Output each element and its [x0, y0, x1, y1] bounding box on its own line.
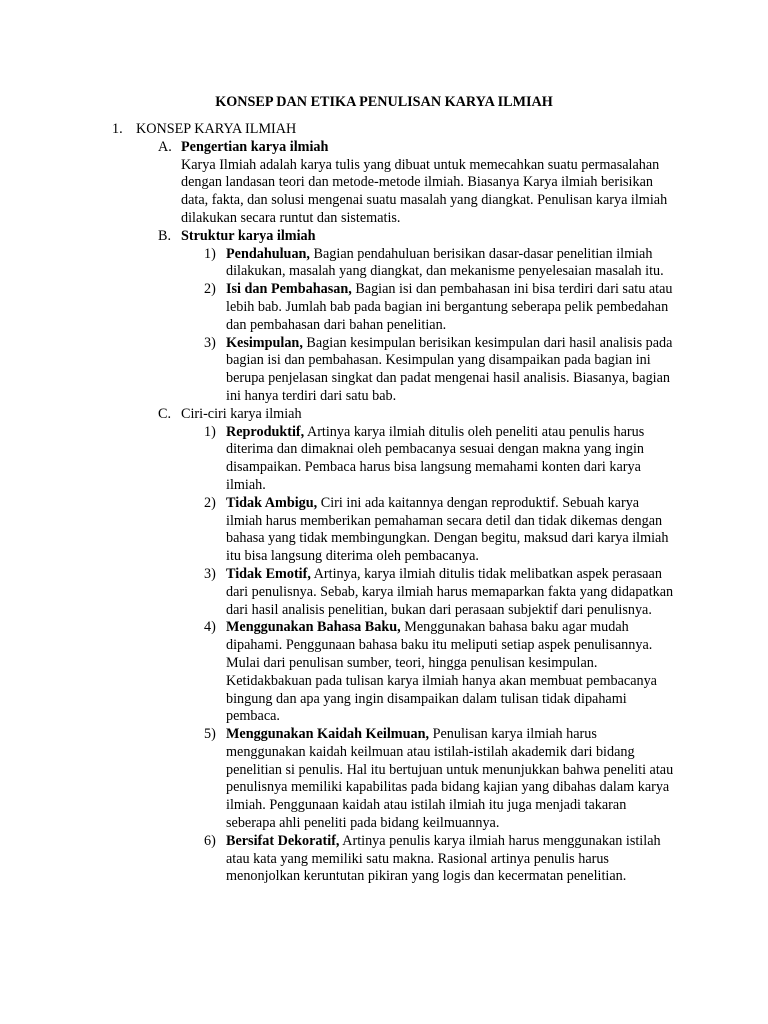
- list-text: Bagian pendahuluan berisikan dasar-dasar penelitian ilmiah dilakukan, masalah yang diangkat, dan mekanisme penyelesaian masalah itu.: [226, 245, 664, 280]
- list-number: 3): [204, 334, 216, 351]
- section-heading: [0, 121, 768, 139]
- list-text: Ciri ini ada kaitannya dengan reproduktif. Sebuah karya ilmiah harus memberikan pemahaman secara detil dan tidak dikemas dengan bahasa yang tidak membingungkan. Dengan begitu, maksud dari karya ilmiah itu bisa langsung diterima oleh pembacanya.: [226, 494, 669, 565]
- subsection-title: Ciri-ciri karya ilmiah: [181, 405, 302, 422]
- list-number: 5): [204, 726, 216, 743]
- subsection-title: Pengertian karya ilmiah: [181, 138, 329, 155]
- list-text: Artinya, karya ilmiah ditulis tidak melibatkan aspek perasaan dari penulisnya. Sebab, karya ilmiah harus memaparkan fakta yang didapatkan dari hasil analisis penelitian, bukan dari perasaan subjektif dari penulisnya.: [226, 565, 674, 618]
- list-item: [0, 833, 768, 886]
- list-text: Bagian kesimpulan berisikan kesimpulan dari hasil analisis pada bagian isi dan pembahasan. Kesimpulan yang disampaikan pada bagian ini berupa penjelasan singkat dan padat mengenai hasil analisis. Biasanya, bagian ini hanya terdiri dari satu bab.: [226, 334, 673, 404]
- list-term: Kesimpulan,: [226, 334, 303, 351]
- list-text: Artinya penulis karya ilmiah harus menggunakan istilah atau kata yang memiliki satu makna. Rasional artinya penulis harus menonjolkan keruntutan pikiran yang logis dan kecermatan penelitian.: [226, 832, 661, 885]
- document-title: KONSEP DAN ETIKA PENULISAN KARYA ILMIAH: [215, 94, 553, 110]
- subsection-letter: C.: [158, 405, 172, 422]
- list-number: 2): [204, 281, 216, 298]
- list-item: [0, 566, 768, 619]
- section-number: 1.: [112, 121, 123, 137]
- list-text: Menggunakan bahasa baku agar mudah dipahami. Penggunaan bahasa baku itu meliputi setiap aspek penulisannya. Mulai dari penulisan sumber, teori, hingga penulisan kesimpulan. Ketidakbakuan pada tulisan karya ilmiah hanya akan membuat pembacanya bingung dan apa yang ingin disampaikan dalam tulisan tidak dipahami pembaca.: [226, 619, 657, 725]
- list-text: Artinya karya ilmiah ditulis oleh peneliti atau penulis harus diterima dan dimaknai oleh pembacanya sesuai dengan makna yang ingin disampaikan. Pembaca harus bisa langsung memahami konten dari karya ilmiah.: [226, 423, 645, 493]
- list-item: [0, 424, 768, 495]
- list-item: [0, 281, 768, 334]
- list-term: Reproduktif,: [226, 423, 305, 440]
- list-term: Bersifat Dekoratif,: [226, 832, 340, 849]
- list-item: [0, 726, 768, 833]
- subsection-letter: A.: [158, 138, 172, 155]
- list-item: [0, 246, 768, 282]
- definition-paragraph: Karya Ilmiah adalah karya tulis yang dibuat untuk memecahkan suatu permasalahan dengan landasan teori dan metode-metode ilmiah. Biasanya Karya ilmiah berisikan data, fakta, dan solusi mengenai suatu masalah yang diangkat. Penulisan karya ilmiah dilakukan secara runtut dan sistematis.: [181, 156, 668, 226]
- list-number: 3): [204, 565, 216, 582]
- list-text: Bagian isi dan pembahasan ini bisa terdiri dari satu atau lebih bab. Jumlah bab pada bagian ini bergantung seberapa pelik pembedahan dan pembahasan dari bahan penelitian.: [226, 281, 673, 333]
- list-item: [0, 335, 768, 406]
- section-title: KONSEP KARYA ILMIAH: [136, 121, 297, 137]
- list-term: Menggunakan Bahasa Baku,: [226, 619, 401, 636]
- list-item: [0, 495, 768, 566]
- list-text: Penulisan karya ilmiah harus menggunakan kaidah keilmuan atau istilah-istilah akademik dari bidang penelitian si penulis. Hal itu bertujuan untuk menunjukkan bahwa peneliti atau penulisnya memiliki kapabilitas pada bidang kajian yang dibahas dalam karya ilmiah. Penggunaan kaidah atau istilah ilmiah itu juga menjadi takaran seberapa ahli peneliti pada bidang keilmuannya.: [226, 726, 674, 832]
- list-number: 6): [204, 832, 216, 849]
- subsection-b: [0, 228, 768, 246]
- list-number: 2): [204, 494, 216, 511]
- list-term: Isi dan Pembahasan,: [226, 281, 352, 298]
- list-term: Tidak Emotif,: [226, 565, 311, 582]
- list-term: Menggunakan Kaidah Keilmuan,: [226, 726, 430, 743]
- list-number: 1): [204, 245, 216, 262]
- subsection-a: [0, 139, 768, 157]
- subsection-title: Struktur karya ilmiah: [181, 227, 316, 244]
- list-item: [0, 619, 768, 726]
- list-number: 1): [204, 423, 216, 440]
- list-number: 4): [204, 619, 216, 636]
- list-term: Pendahuluan,: [226, 245, 310, 262]
- subsection-c: [0, 406, 768, 424]
- document-body: [0, 121, 768, 886]
- subsection-letter: B.: [158, 227, 172, 244]
- list-term: Tidak Ambigu,: [226, 494, 318, 511]
